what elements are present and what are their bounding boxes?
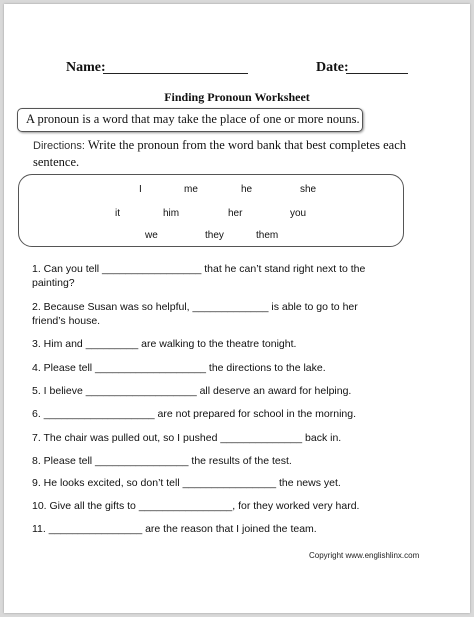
question-text: 4. Please tell bbox=[32, 362, 96, 374]
worksheet-page bbox=[4, 4, 470, 613]
answer-blank[interactable]: ______________ bbox=[220, 432, 303, 444]
question-2 bbox=[32, 300, 382, 328]
question-text: 11. bbox=[32, 523, 49, 535]
word-bank-item: them bbox=[256, 230, 279, 241]
question-text: 10. Give all the gifts to bbox=[32, 500, 139, 512]
question-5 bbox=[32, 384, 382, 398]
question-3 bbox=[32, 337, 382, 351]
question-9 bbox=[32, 476, 382, 490]
question-6 bbox=[32, 407, 382, 421]
definition-box: A pronoun is a word that may take the place of one or more nouns. bbox=[17, 108, 363, 132]
word-bank-item: her bbox=[228, 208, 243, 219]
answer-blank[interactable]: ___________________ bbox=[95, 362, 206, 374]
directions-label: Directions: bbox=[33, 140, 85, 152]
question-text: that he can’t stand right next to the painting? bbox=[32, 263, 366, 289]
word-bank-item: I bbox=[139, 184, 142, 195]
answer-blank[interactable]: _________ bbox=[85, 338, 139, 350]
question-text: is able to go to her friend’s house. bbox=[32, 301, 358, 327]
word-bank-item: they bbox=[205, 230, 224, 241]
question-text: back in. bbox=[302, 432, 342, 444]
question-11 bbox=[32, 522, 382, 536]
date-line bbox=[346, 73, 408, 74]
question-text: are not prepared for school in the morning. bbox=[154, 408, 357, 420]
directions-text: Write the pronoun from the word bank that best completes each sentence. bbox=[33, 138, 407, 169]
answer-blank[interactable]: _________________ bbox=[102, 263, 202, 275]
name-label: Name: bbox=[66, 60, 106, 75]
question-text: 9. He looks excited, so don’t tell bbox=[32, 477, 183, 489]
answer-blank[interactable]: ___________________ bbox=[85, 385, 197, 397]
question-text: 3. Him and bbox=[32, 338, 86, 350]
answer-blank[interactable]: _____________ bbox=[192, 301, 269, 313]
answer-blank[interactable]: ________________ bbox=[138, 500, 233, 512]
word-bank-item: him bbox=[163, 208, 180, 219]
word-bank-item: he bbox=[241, 184, 253, 195]
word-bank bbox=[18, 174, 404, 247]
question-10 bbox=[32, 499, 382, 513]
question-text: all deserve an award for helping. bbox=[196, 385, 352, 397]
question-text: 7. The chair was pulled out, so I pushed bbox=[32, 432, 221, 444]
worksheet-title: Finding Pronoun Worksheet bbox=[164, 90, 310, 104]
question-4 bbox=[32, 361, 382, 375]
question-text: , for they worked very hard. bbox=[232, 500, 360, 512]
answer-blank[interactable]: ________________ bbox=[95, 455, 189, 467]
question-text: 8. Please tell bbox=[32, 455, 96, 467]
word-bank-item: we bbox=[145, 230, 158, 241]
question-text: the directions to the lake. bbox=[206, 362, 326, 374]
question-text: 6. bbox=[32, 408, 44, 420]
answer-blank[interactable]: ___________________ bbox=[43, 408, 155, 420]
question-text: 1. Can you tell bbox=[32, 263, 103, 275]
word-bank-item: me bbox=[184, 184, 198, 195]
question-text: the news yet. bbox=[276, 477, 341, 489]
word-bank-item: you bbox=[290, 208, 307, 219]
question-text: 2. Because Susan was so helpful, bbox=[32, 301, 193, 313]
word-bank-item: it bbox=[115, 208, 120, 219]
question-text: are walking to the theatre tonight. bbox=[138, 338, 297, 350]
question-1 bbox=[32, 262, 382, 290]
directions bbox=[33, 137, 443, 170]
question-text: the results of the test. bbox=[188, 455, 292, 467]
question-text: 5. I believe bbox=[32, 385, 86, 397]
question-8 bbox=[32, 454, 382, 468]
date-label: Date: bbox=[316, 60, 349, 75]
answer-blank[interactable]: ________________ bbox=[48, 523, 143, 535]
answer-blank[interactable]: ________________ bbox=[182, 477, 277, 489]
question-text: are the reason that I joined the team. bbox=[142, 523, 317, 535]
question-7 bbox=[32, 431, 382, 445]
copyright: Copyright www.englishlinx.com bbox=[309, 551, 420, 560]
word-bank-item: she bbox=[300, 184, 317, 195]
name-line bbox=[103, 73, 248, 74]
